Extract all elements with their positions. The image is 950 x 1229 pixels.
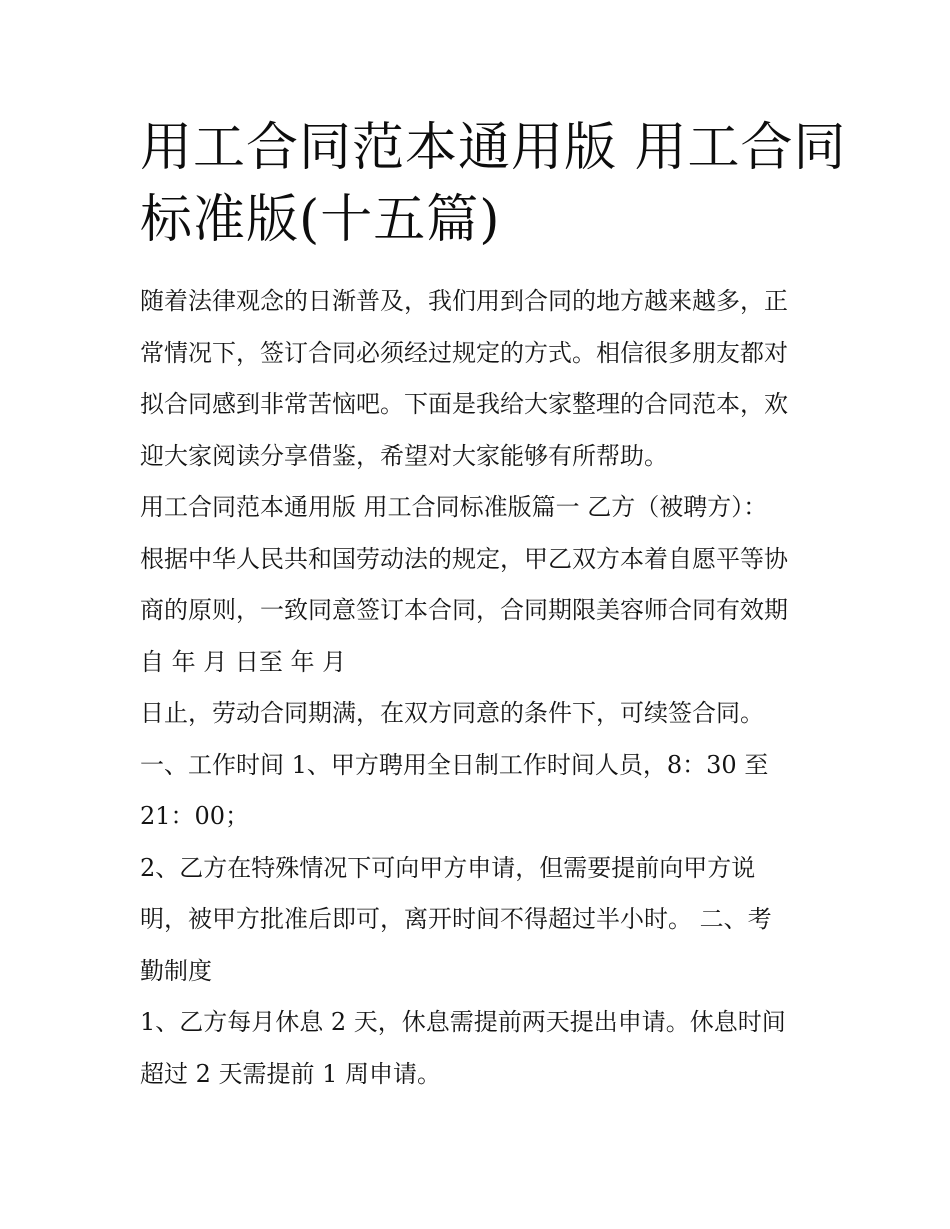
body-line: 常情况下，签订合同必须经过规定的方式。相信很多朋友都对 [140,338,788,367]
body-line: 根据中华人民共和国劳动法的规定，甲乙双方本着自愿平等协 [140,544,788,573]
body-line: 1、乙方每月休息 2 天，休息需提前两天提出申请。休息时间 [140,1008,786,1036]
document-body [140,276,820,1100]
body-line: 勤制度 [140,956,212,985]
body-line: 商的原则，一致同意签订本合同，合同期限美容师合同有效期 [140,596,788,624]
body-line: 明，被甲方批准后即可，离开时间不得超过半小时。 二、考 [140,905,772,933]
body-line: 迎大家阅读分享借鉴，希望对大家能够有所帮助。 [140,441,668,470]
body-line: 日止，劳动合同期满，在双方同意的条件下，可续签合同。 [140,699,764,727]
document-title [140,112,847,256]
body-line: 拟合同感到非常苦恼吧。下面是我给大家整理的合同范本，欢 [140,390,788,418]
body-line: 随着法律观念的日渐普及，我们用到合同的地方越来越多，正 [140,287,788,315]
body-line: 2、乙方在特殊情况下可向甲方申请，但需要提前向甲方说 [140,853,756,882]
title-line: 标准版(十五篇) [140,190,501,250]
body-line: 一、工作时间 1、甲方聘用全日制工作时间人员，8：30 至 [140,750,769,779]
title-line: 用工合同范本通用版 用工合同 [140,118,847,178]
body-line: 21：00； [140,802,250,830]
body-line: 超过 2 天需提前 1 周申请。 [140,1059,442,1088]
body-line: 用工合同范本通用版 用工合同标准版篇一 乙方（被聘方）： [140,493,768,521]
body-line: 自 年 月 日至 年 月 [140,647,347,676]
